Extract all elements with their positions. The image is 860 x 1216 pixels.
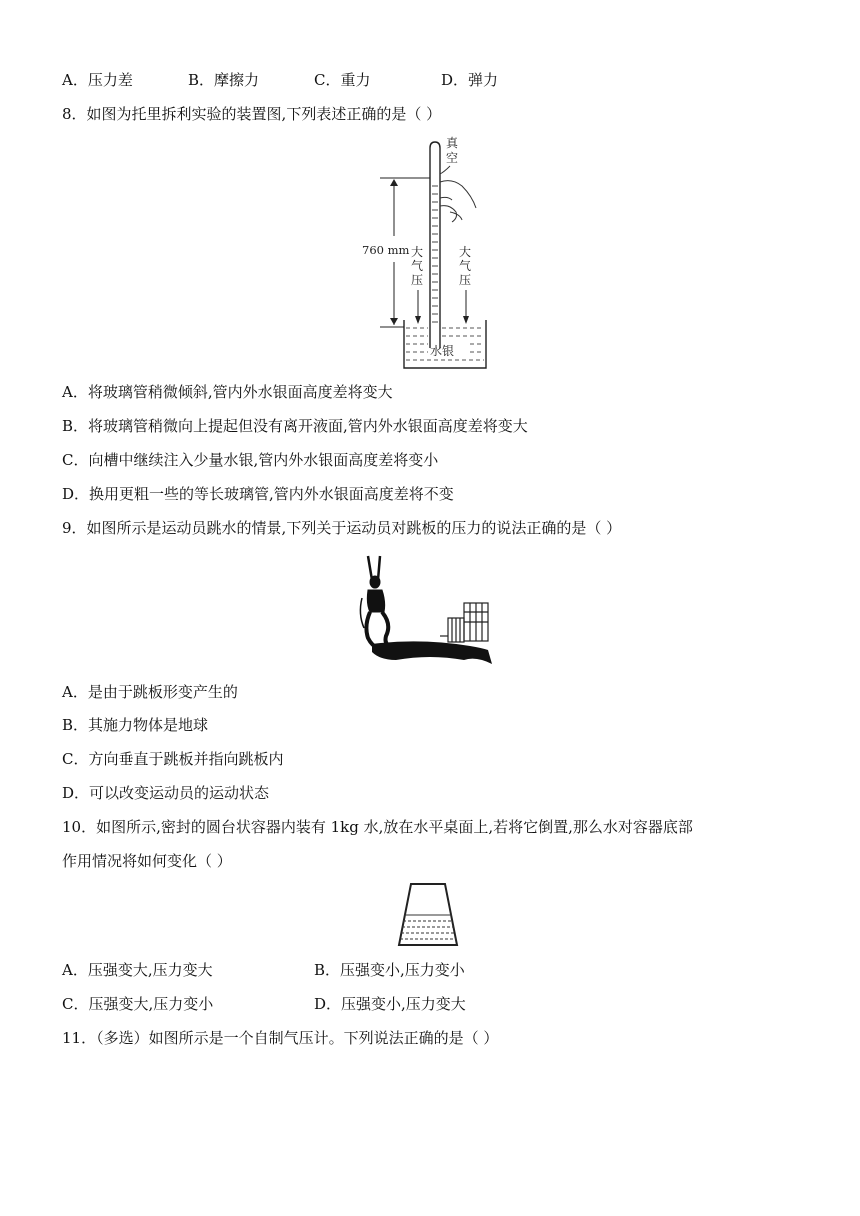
- hand-sketch: [440, 181, 476, 222]
- atm-left-1: 大: [411, 245, 424, 259]
- diving-board: [372, 641, 492, 664]
- q10-option-d: D．压强变小,压力变大: [314, 995, 466, 1013]
- diver-silhouette: [360, 556, 390, 648]
- q7-option-d: D．弹力: [441, 71, 499, 89]
- glass-tube: [430, 142, 440, 348]
- q9-stem: 9．如图所示是运动员跳水的情景,下列关于运动员对跳板的压力的说法正确的是（ ）: [62, 519, 622, 537]
- q8-option-d: D．换用更粗一些的等长玻璃管,管内外水银面高度差将不变: [62, 485, 454, 503]
- atm-right-2: 气: [459, 259, 472, 273]
- q8-option-b: B．将玻璃管稍微向上提起但没有离开液面,管内外水银面高度差将变大: [62, 417, 528, 435]
- height-760mm-label: 760 mm: [362, 243, 410, 257]
- q8-option-c: C．向槽中继续注入少量水银,管内外水银面高度差将变小: [62, 451, 439, 469]
- vacuum-label-2: 空: [446, 151, 459, 165]
- q7-option-a: A．压力差: [62, 71, 133, 89]
- atm-left-2: 气: [411, 259, 424, 273]
- q10-option-c: C．压强变大,压力变小: [62, 995, 214, 1013]
- vacuum-label-1: 真: [446, 136, 459, 150]
- q9-option-c: C．方向垂直于跳板并指向跳板内: [62, 750, 284, 768]
- q10-option-a: A．压强变大,压力变大: [62, 961, 213, 979]
- q11-stem: 11．（多选）如图所示是一个自制气压计。下列说法正确的是（ ）: [62, 1029, 499, 1047]
- mercury-trough: [404, 320, 486, 368]
- trough-mercury-dashes: [406, 328, 484, 360]
- q7-option-b: B．摩擦力: [188, 71, 260, 89]
- q10-option-b: B．压强变小,压力变小: [314, 961, 465, 979]
- q7-option-c: C．重力: [314, 71, 371, 89]
- q9-option-a: A．是由于跳板形变产生的: [62, 683, 238, 701]
- board-support: [440, 603, 488, 642]
- atm-right-3: 压: [459, 273, 472, 287]
- q10-stem-line1: 10．如图所示,密封的圆台状容器内装有 1kg 水,放在水平桌面上,若将它倒置,那么水对容器底部: [62, 818, 693, 836]
- q8-stem: 8．如图为托里拆利实验的装置图,下列表述正确的是（ ）: [62, 105, 442, 123]
- q9-option-b: B．其施力物体是地球: [62, 716, 209, 734]
- q10-stem-line2: 作用情况将如何变化（ ）: [62, 852, 232, 870]
- q9-option-d: D．可以改变运动员的运动状态: [62, 784, 270, 802]
- atm-right-1: 大: [459, 245, 472, 259]
- atm-left-3: 压: [411, 273, 424, 287]
- mercury-label: 水银: [430, 344, 455, 358]
- frustum-container: [399, 884, 457, 945]
- q8-option-a: A．将玻璃管稍微倾斜,管内外水银面高度差将变大: [62, 383, 393, 401]
- container-water: [400, 915, 456, 939]
- mercury-column: [432, 186, 438, 322]
